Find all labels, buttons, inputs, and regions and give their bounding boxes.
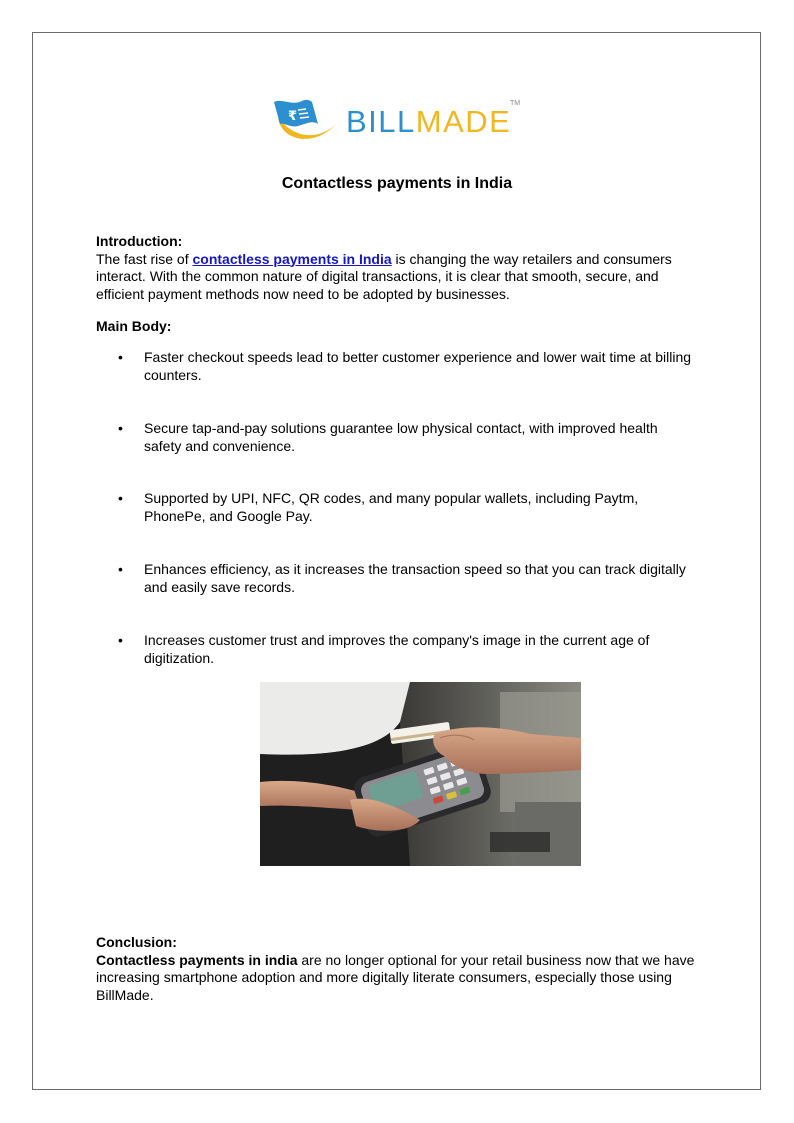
logo-made: MADE <box>415 104 512 139</box>
bullet-dot: • <box>118 561 123 577</box>
page-title: Contactless payments in India <box>281 175 513 192</box>
conclusion-bold-lead: Contactless payments in india <box>96 951 298 968</box>
intro-text-before: The fast rise of <box>96 250 193 267</box>
logo-bill: BILL <box>346 104 416 139</box>
bullet-dot: • <box>118 420 123 436</box>
conclusion-section <box>96 934 706 1004</box>
introduction-section <box>96 233 706 303</box>
conclusion-heading: Conclusion: <box>96 934 177 950</box>
billmade-logo-mark <box>272 98 344 148</box>
contactless-payment-photo <box>260 682 581 866</box>
introduction-heading: Introduction: <box>96 233 183 249</box>
bullet-text: Enhances efficiency, as it increases the transaction speed so that you can track digitally and easily save records. <box>144 561 686 595</box>
bullet-text: Supported by UPI, NFC, QR codes, and many popular wallets, including Paytm, PhonePe, and Google Pay. <box>144 490 639 524</box>
bullet-dot: • <box>118 349 123 365</box>
billmade-logo <box>272 98 522 148</box>
bullet-text: Increases customer trust and improves the company's image in the current age of digitization. <box>144 632 650 666</box>
conclusion-text <box>96 952 706 1005</box>
conclusion-rest: are no longer optional for your retail business now that we have increasing smartphone adoption and more digitally literate consumers, especially those using BillMade. <box>96 951 695 1003</box>
main-body-heading: Main Body: <box>96 318 172 334</box>
bullet-dot: • <box>118 490 123 506</box>
bullet-dot: • <box>118 632 123 648</box>
rupee-symbol: ₹ <box>288 109 298 124</box>
logo-trademark: TM <box>510 100 521 107</box>
introduction-text <box>96 251 706 304</box>
logo-wordmark <box>346 104 511 140</box>
bullet-text: Faster checkout speeds lead to better customer experience and lower wait time at billing counters. <box>144 349 692 383</box>
contactless-payments-link[interactable]: contactless payments in India <box>192 250 392 267</box>
intro-text-after: is changing the way retailers and consumers interact. With the common nature of digital transactions, it is clear that smooth, secure, and efficient payment methods now need to be adopted by businesses. <box>96 250 672 302</box>
bullet-text: Secure tap-and-pay solutions guarantee low physical contact, with improved health safety and convenience. <box>144 420 658 454</box>
